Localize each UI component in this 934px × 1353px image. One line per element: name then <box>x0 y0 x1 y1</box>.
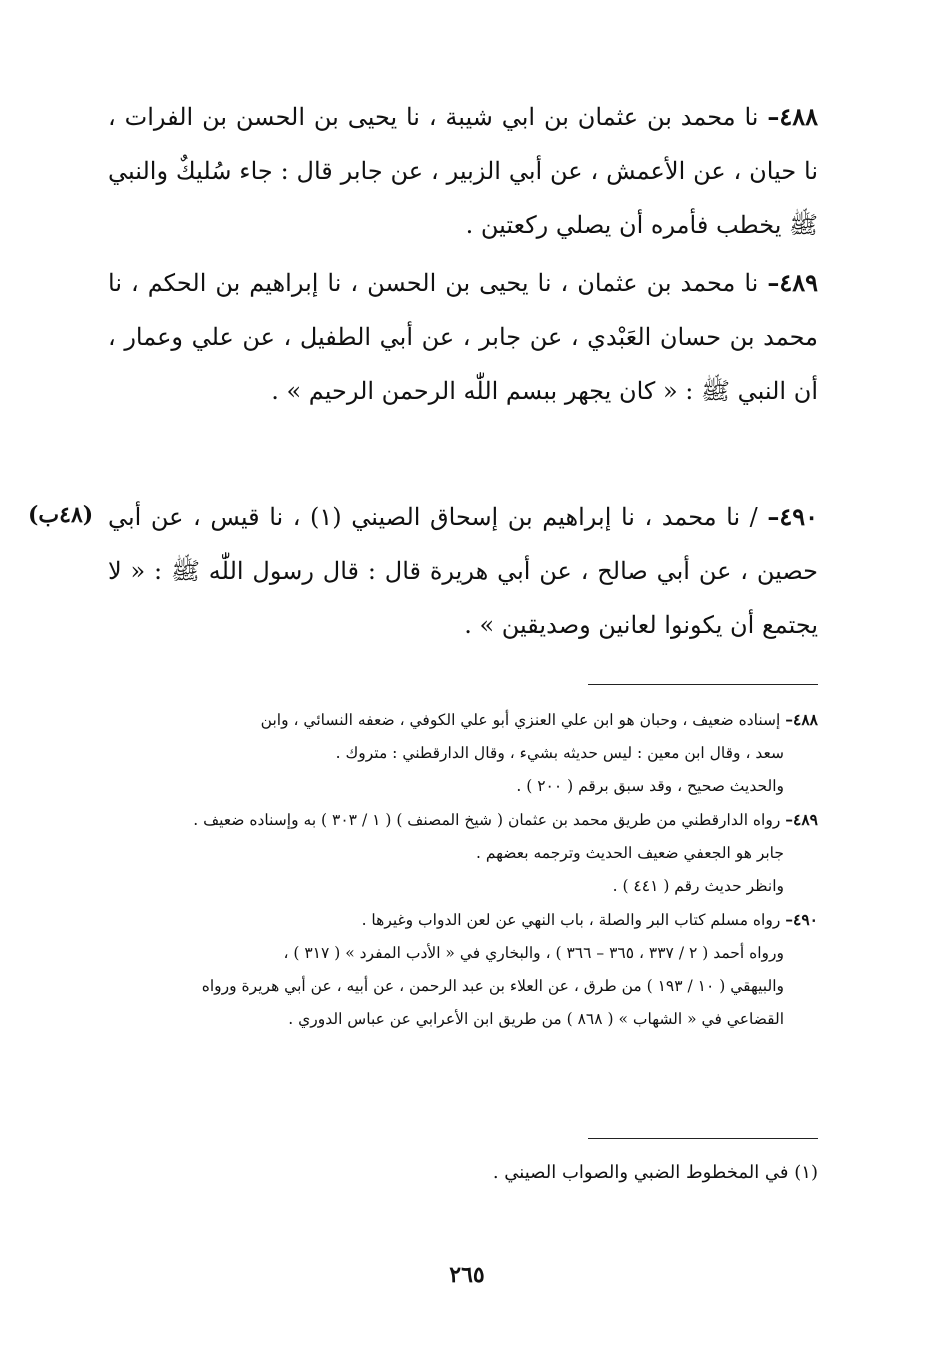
hadith-text: نا محمد بن عثمان بن ابي شيبة ، نا يحيى بن الحسن بن الفرات ، نا حيان ، عن الأعمش ، عن أبي الزبير ، عن جابر قال : جاء سُليكٌ والنبي ﷺ يخطب فأمره أن يصلي ركعتين . <box>108 103 818 239</box>
note-number: ٤٨٩– <box>785 810 818 829</box>
note-488 <box>108 703 818 803</box>
page-number: ٢٦٥ <box>449 1262 485 1288</box>
hadith-number: ٤٨٩– <box>767 268 818 297</box>
commentary-notes <box>108 703 818 1036</box>
note-line: ورواه أحمد ( ٢ / ٣٣٧ ، ٣٦٥ – ٣٦٦ ) ، والبخاري في « الأدب المفرد » ( ٣١٧ ) ، <box>283 944 784 962</box>
notes-divider <box>588 684 818 685</box>
note-number: ٤٩٠– <box>785 910 818 929</box>
footnote-divider <box>588 1138 818 1139</box>
note-line: رواه الدارقطني من طريق محمد بن عثمان ( شيخ المصنف ) ( ١ / ٣٠٣ ) به وإسناده ضعيف . <box>193 811 781 829</box>
note-line: رواه مسلم كتاب البر والصلة ، باب النهي عن لعن الدواب وغيرها . <box>361 911 781 929</box>
hadith-490 <box>108 490 818 652</box>
note-line: والحديث صحيح ، وقد سبق برقم ( ٢٠٠ ) . <box>516 777 784 795</box>
note-line: سعد ، وقال ابن معين : ليس حديثه بشيء ، وقال الدارقطني : متروك . <box>335 744 784 762</box>
note-489 <box>108 803 818 903</box>
note-number: ٤٨٨– <box>785 710 818 729</box>
hadith-number: ٤٨٨– <box>767 102 818 131</box>
note-line: وانظر حديث رقم ( ٤٤١ ) . <box>612 877 784 895</box>
hadith-488 <box>108 90 818 252</box>
footnote: (١) في المخطوط الضبي والصواب الصيني . <box>492 1162 818 1183</box>
hadith-text: نا محمد بن عثمان ، نا يحيى بن الحسن ، نا إبراهيم بن الحكم ، نا محمد بن حسان العَبْدي ، عن جابر ، عن أبي الطفيل ، عن علي وعمار ، أن النبي ﷺ : « كان يجهر ببسم اللّٰه الرحمن الرحيم » . <box>108 269 818 405</box>
note-line: القضاعي في « الشهاب » ( ٨٦٨ ) من طريق ابن الأعرابي عن عباس الدوري . <box>288 1010 784 1028</box>
note-490 <box>108 903 818 1036</box>
manuscript-folio-marker: (٤٨ب) <box>28 502 94 528</box>
note-line: جابر هو الجعفي ضعيف الحديث وترجمه بعضهم . <box>475 844 784 862</box>
hadith-489 <box>108 256 818 418</box>
note-line: والبيهقي ( ١٠ / ١٩٣ ) من طرق ، عن العلاء بن عبد الرحمن ، عن أبيه ، عن أبي هريرة ورواه <box>201 977 784 995</box>
hadith-text: / نا محمد ، نا إبراهيم بن إسحاق الصيني (١) ، نا قيس ، عن أبي حصين ، عن أبي صالح ، عن أبي هريرة قال : قال رسول اللّٰه ﷺ : « لا يجتمع أن يكونوا لعانين وصديقين » . <box>108 503 818 639</box>
hadith-number: ٤٩٠– <box>767 502 818 531</box>
note-line: إسناده ضعيف ، وحبان هو ابن علي العنزي أبو علي الكوفي ، ضعفه النسائي ، وابن <box>260 711 781 729</box>
